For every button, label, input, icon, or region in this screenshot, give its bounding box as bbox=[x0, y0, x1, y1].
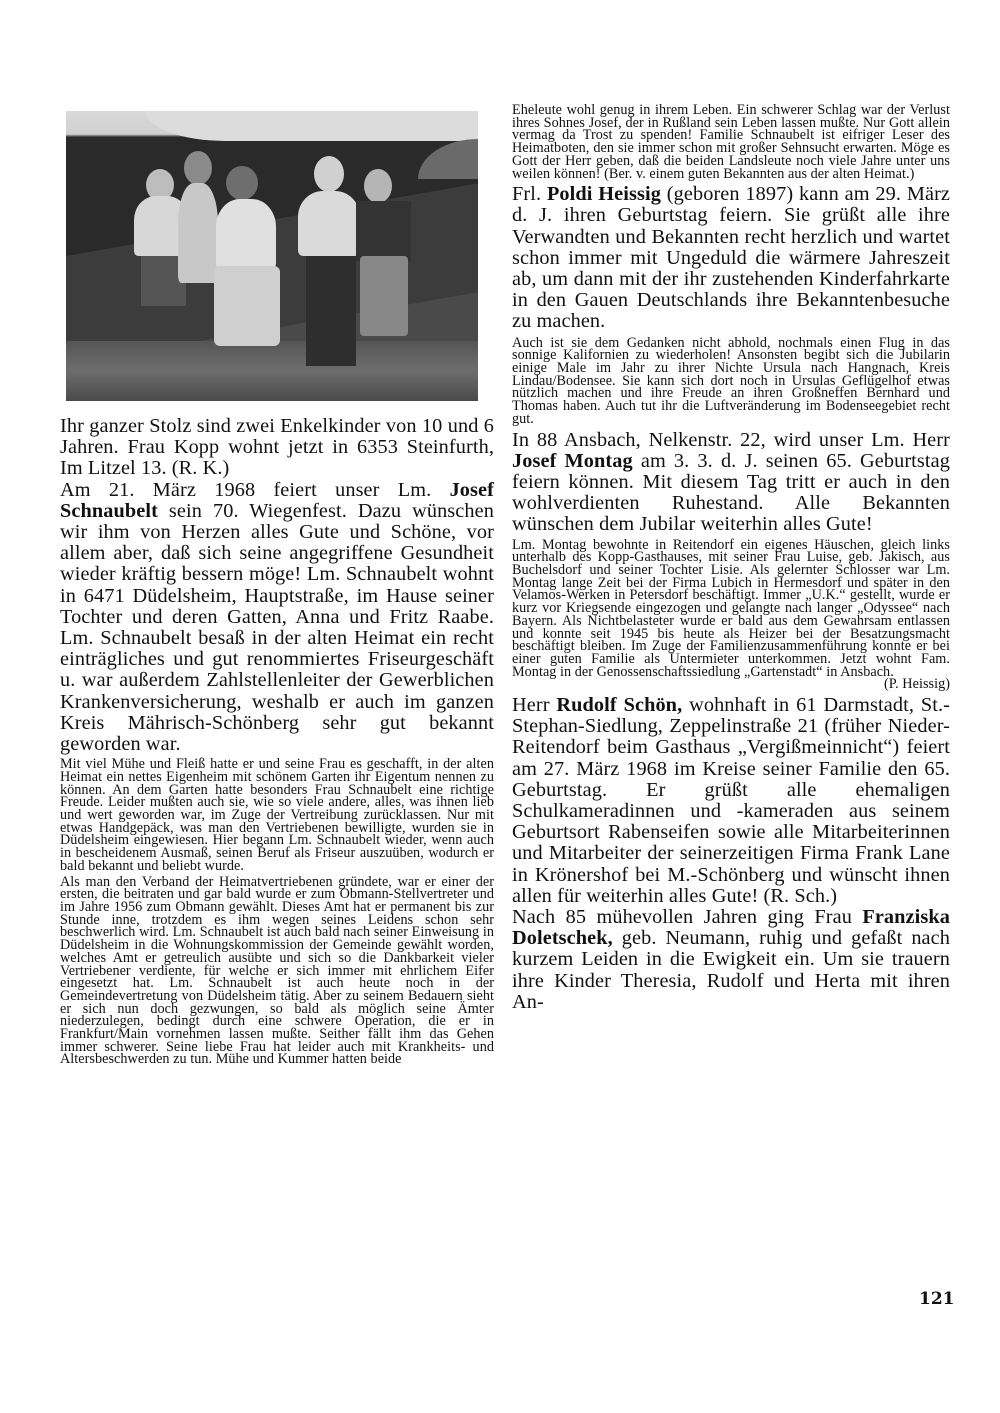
paragraph-schoen-birthday: Herr Rudolf Schön, wohnhaft in 61 Darmstadt, St.-Stephan-Siedlung, Zeppelinstraße 21 (früher Nieder-Reitendorf beim Gasthaus „Vergißmeinnicht“) feiert am 27. März 1968 im Kreise seiner Familie den 65. Geburtstag. Er grüßt alle ehemaligen Schulkameradinnen und -kameraden aus seinem Geburtsort Rabenseifen sowie alle Mitarbeiterinnen und Mitarbeiter der seinerzeitigen Firma Frank Lane in Krönershof bei M.-Schönberg und wünscht ihnen allen für weiterhin alles Gute! (R. Sch.) bbox=[512, 694, 950, 907]
paragraph-schnaubelt-birthday: Am 21. März 1968 feiert unser Lm. Josef Schnaubelt sein 70. Wiegenfest. Dazu wünschen wir ihm von Herzen alles Gute und Schöne, vor allem aber, daß sich seine angegriffene Gesundheit wieder kräftig bessern möge! Lm. Schnaubelt wohnt in 6471 Düdelsheim, Hauptstraße, im Hause seiner Tochter und deren Gatten, Anna und Fritz Raabe. Lm. Schnaubelt besaß in der alten Heimat ein recht einträgliches und gut renommiertes Friseurgeschäft u. war außerdem Zahlstellenleiter der Gewerblichen Krankenversicherung, weshalb er auch im ganzen Kreis Mährisch-Schönberg sehr gut bekannt geworden war. bbox=[60, 478, 494, 756]
left-column bbox=[60, 104, 494, 1066]
photo-ground bbox=[66, 341, 478, 401]
photo-person-man bbox=[178, 183, 218, 283]
paragraph-montag-biography: Lm. Montag bewohnte in Reitendorf ein eigenes Häuschen, gleich links unterhalb des Kopp-Gasthauses, mit seiner Frau Luise, geb. Jakisch, aus Buchelsdorf und seiner Tochter Lisie. Als gelernter Schlosser war Lm. Montag lange Zeit bei der Firma Lubich in Hermesdorf und später in den Velamos-Werken in Petersdorf beschäftigt. Immer „U.K.“ gestellt, wurde er kurz vor Kriegsende eingezogen und gelangte nach langer „Odyssee“ nach Bayern. Als Nichtbelasteter wurde er bald aus dem Gewahrsam entlassen und konnte seit 1945 bis heute als Heizer bei der Besatzungsmacht beschäftigt bleiben. Im Zuge der Familienzusammenführung konnte er bei einer guten Familie als Untermieter unterkommen. Jetzt wohnt Fam. Montag in der Genossenschaftssiedlung „Gartenstadt“ in Ansbach. bbox=[512, 536, 950, 680]
person-name: Josef Schnaubelt bbox=[60, 478, 494, 522]
photo-person-older-man bbox=[298, 191, 360, 256]
paragraph-heissig-birthday: Frl. Poldi Heissig (geboren 1897) kann am 29. März d. J. ihren Geburtstag feiern. Sie grüßt alle ihre Verwandten und Bekannten recht herzlich und wartet schon immer mit Ungeduld die wärmere Jahreszeit ab, um dann mit der ihr zustehenden Kinderfahrkarte in den Gauen Deutschlands ihre Bekanntenbesuche zu machen. bbox=[512, 183, 951, 333]
paragraph-schnaubelt-continued: Eheleute wohl genug in ihrem Leben. Ein schwerer Schlag war der Verlust ihres Sohnes Josef, der in Rußland sein Leben lassen mußte. Nur Gott allein vermag da Trost zu spenden! Familie Schnaubelt ist eifriger Leser des Heimatboten, den sie immer schon mit großer Sehnsucht erwarten. Möge es Gott der Herr geben, daß die beiden Landsleute noch viele Jahre unter uns weilen können! (Ber. v. einem guten Bekannten aus der alten Heimat.) bbox=[512, 102, 950, 182]
paragraph-montag-birthday: In 88 Ansbach, Nelkenstr. 22, wird unser Lm. Herr Josef Montag am 3. 3. d. J. seinen 65. Geburtstag feiern können. Mit diesem Tag tritt er auch in den wohlverdienten Ruhestand. Alle Bekannten wünschen dem Jubilar weiterhin alles Gute! bbox=[512, 428, 950, 536]
photo-person-head bbox=[314, 156, 344, 192]
paragraph-schnaubelt-home: Mit viel Mühe und Fleiß hatte er und seine Frau es geschafft, in der alten Heimat ein nettes Eigenheim mit schönem Garten ihr Eigentum nennen zu können. An dem Garten hatte besonders Frau Schnaubelt eine richtige Freude. Leider mußten auch sie, wie so viele andere, alles, was ihnen lieb und wert geworden war, im Zuge der Vertreibung zurücklassen. Nur mit etwas Handgepäck, was man den Vertriebenen bewilligte, wurden sie in Düdelsheim eingewiesen. Hier begann Lm. Schnaubelt wieder, wenn auch in bescheidenem Ausmaß, seinen Beruf als Friseur auszuüben, wodurch er bald bekannt und beliebt wurde. bbox=[60, 756, 494, 874]
photo-person-woman bbox=[216, 199, 276, 269]
person-name: Franziska Doletschek, bbox=[512, 906, 950, 950]
photo-person-older-woman bbox=[356, 201, 411, 261]
photo-skirt bbox=[214, 266, 280, 346]
photo-person-head bbox=[184, 151, 212, 185]
photo-person-head bbox=[364, 169, 392, 203]
photo-trousers bbox=[306, 256, 356, 366]
paragraph-kopp-closing: Ihr ganzer Stolz sind zwei Enkelkinder von 10 und 6 Jahren. Frau Kopp wohnt jetzt in 6353 Steinfurth, Im Litzel 13. (R. K.) bbox=[60, 415, 494, 480]
page-number: 121 bbox=[919, 1289, 955, 1309]
person-name: Poldi Heissig bbox=[546, 183, 661, 206]
author-signature: (P. Heissig) bbox=[883, 676, 950, 693]
photo-hill bbox=[418, 139, 478, 179]
right-column bbox=[512, 104, 950, 1013]
photo-person-head bbox=[226, 166, 258, 200]
family-photo bbox=[66, 111, 478, 401]
paragraph-heissig-travel: Auch ist sie dem Gedanken nicht abhold, nochmals einen Flug in das sonnige Kalifornien zu wiederholen! Ansonsten begibt sich die Jubilarin einige Male im Jahr zu ihrer Nichte Ursula nach Hangnach, Kreis Lindau/Bodensee. Sie kann sich dort noch in Ursulas Geflügelhof etwas nützlich machen und ihre Freude an ihren Großneffen Bernhard und Thomas haben. Auch tut ihr die Luftveränderung im Bodenseegebiet recht gut. bbox=[512, 334, 950, 427]
person-name: Rudolf Schön, bbox=[556, 694, 683, 717]
person-name: Josef Montag bbox=[512, 449, 633, 472]
paragraph-doletschek-obituary: Nach 85 mühevollen Jahren ging Frau Franziska Doletschek, geb. Neumann, ruhig und gefaßt nach kurzem Leiden in die Ewigkeit ein. Um sie trauern ihre Kinder Theresia, Rudolf und Herta mit ihren An- bbox=[512, 906, 950, 1013]
paragraph-schnaubelt-association: Als man den Verband der Heimatvertriebenen gründete, war er einer der ersten, die beitraten und gar bald wurde er zum Obmann-Stellvertreter und im Jahre 1956 zum Obmann gewählt. Dieses Amt hat er permanent bis zur Stunde inne, trotzdem es ihm wegen seines Leidens schon sehr beschwerlich wird. Lm. Schnaubelt ist auch bald nach seiner Einweisung in Düdelsheim in die Wohnungskommission der Gemeinde gewählt worden, welches Amt er getreulich ausübte und sich so die Dankbarkeit vieler Vertriebener verdiente, für welche er sich immer mit ehrlichem Eifer eingesetzt hat. Lm. Schnaubelt ist auch heute noch in der Gemeindevertretung von Düdelsheim tätig. Aber zu seinem Bedauern sieht er sich nun doch gezwungen, so bald als möglich seine Ämter niederzulegen, bedingt durch eine schwere Operation, die er in Frankfurt/Main vornehmen lassen mußte. Seither fällt ihm das Gehen immer schwerer. Seine liebe Frau hat leider auch mit Krankheits- und Altersbeschwerden zu tun. Mühe und Kummer hatten beide bbox=[60, 873, 494, 1068]
photo-sky bbox=[146, 111, 478, 141]
photo-apron bbox=[360, 256, 408, 336]
